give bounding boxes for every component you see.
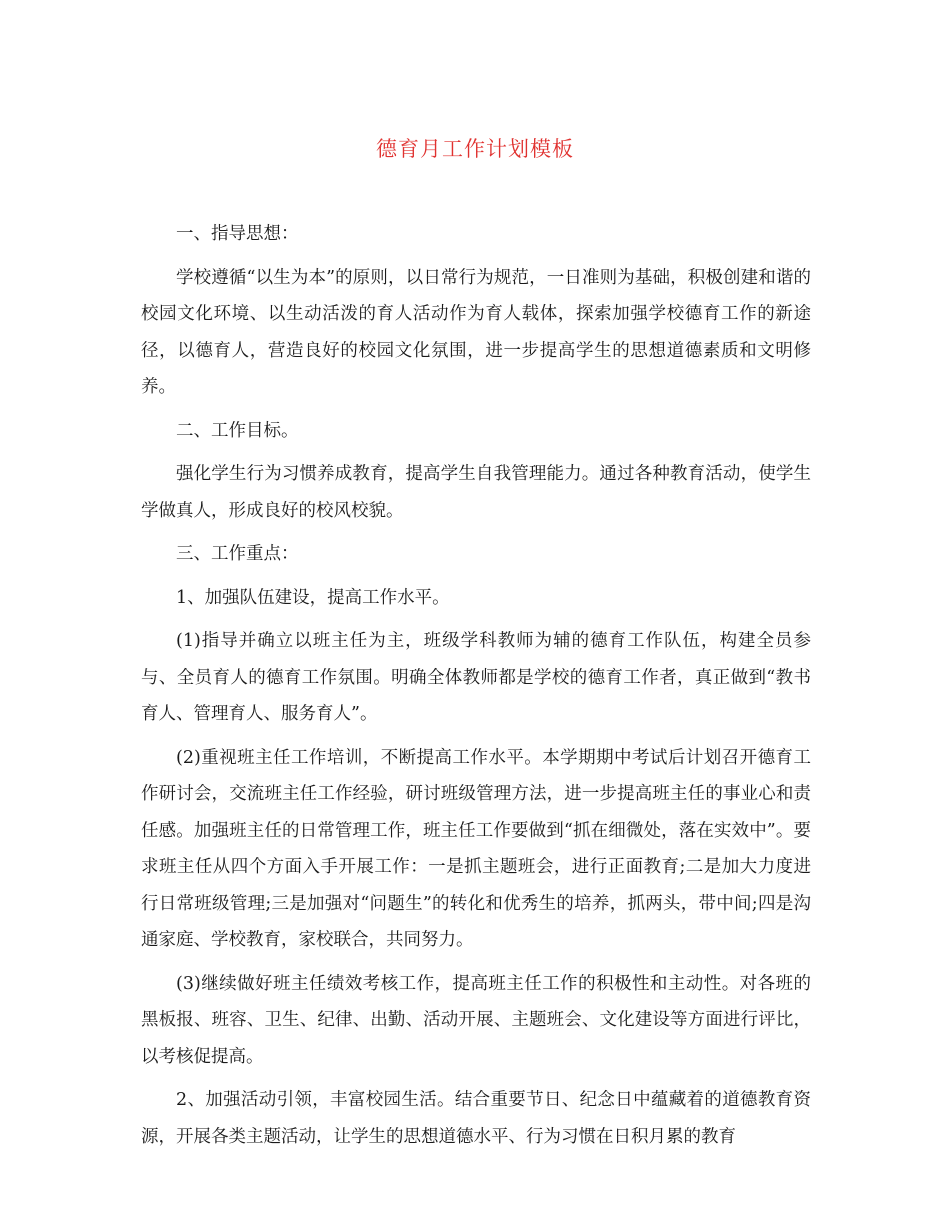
paragraph: 强化学生行为习惯养成教育，提高学生自我管理能力。通过各种教育活动，使学生学做真人，形成良好的校风校貌。 <box>141 464 811 521</box>
document-body <box>141 216 811 1162</box>
section-heading-work-goals: 二、工作目标。 <box>176 420 299 441</box>
document-title: 德育月工作计划模板 <box>376 137 574 161</box>
paragraph: 学校遵循“以生为本”的原则，以日常行为规范，一日准则为基础，积极创建和谐的校园文化环境、以生动活泼的育人活动作为育人载体，探索加强学校德育工作的新途径，以德育人，营造良好的校园文化氛围，进一步提高学生的思想道德素质和文明修养。 <box>141 267 811 397</box>
paragraph: 2、加强活动引领，丰富校园生活。结合重要节日、纪念日中蕴藏着的道德教育资源，开展各类主题活动，让学生的思想道德水平、行为习惯在日积月累的教育 <box>141 1090 811 1147</box>
section-heading-guiding-ideology: 一、指导思想： <box>176 224 299 244</box>
paragraph: (1)指导并确立以班主任为主，班级学科教师为辅的德育工作队伍，构建全员参与、全员育人的德育工作氛围。明确全体教师都是学校的德育工作者，真正做到“教书育人、管理育人、服务育人”。 <box>141 631 811 724</box>
paragraph: (2)重视班主任工作培训，不断提高工作水平。本学期期中考试后计划召开德育工作研讨会，交流班主任工作经验，研讨班级管理方法，进一步提高班主任的事业心和责任感。加强班主任的日常管理工作，班主任工作要做到“抓在细微处，落在实效中”。要求班主任从四个方面入手开展工作：一是抓主题班会，进行正面教育;二是加大力度进行日常班级管理;三是加强对“问题生”的转化和优秀生的培养，抓两头，带中间;四是沟通家庭、学校教育，家校联合，共同努力。 <box>141 747 811 950</box>
section-heading-work-focus: 三、工作重点： <box>176 544 299 564</box>
paragraph: (3)继续做好班主任绩效考核工作，提高班主任工作的积极性和主动性。对各班的黑板报、班容、卫生、纪律、出勤、活动开展、主题班会、文化建设等方面进行评比，以考核促提高。 <box>141 973 811 1067</box>
subheading-team-building: 1、加强队伍建设，提高工作水平。 <box>176 587 450 608</box>
